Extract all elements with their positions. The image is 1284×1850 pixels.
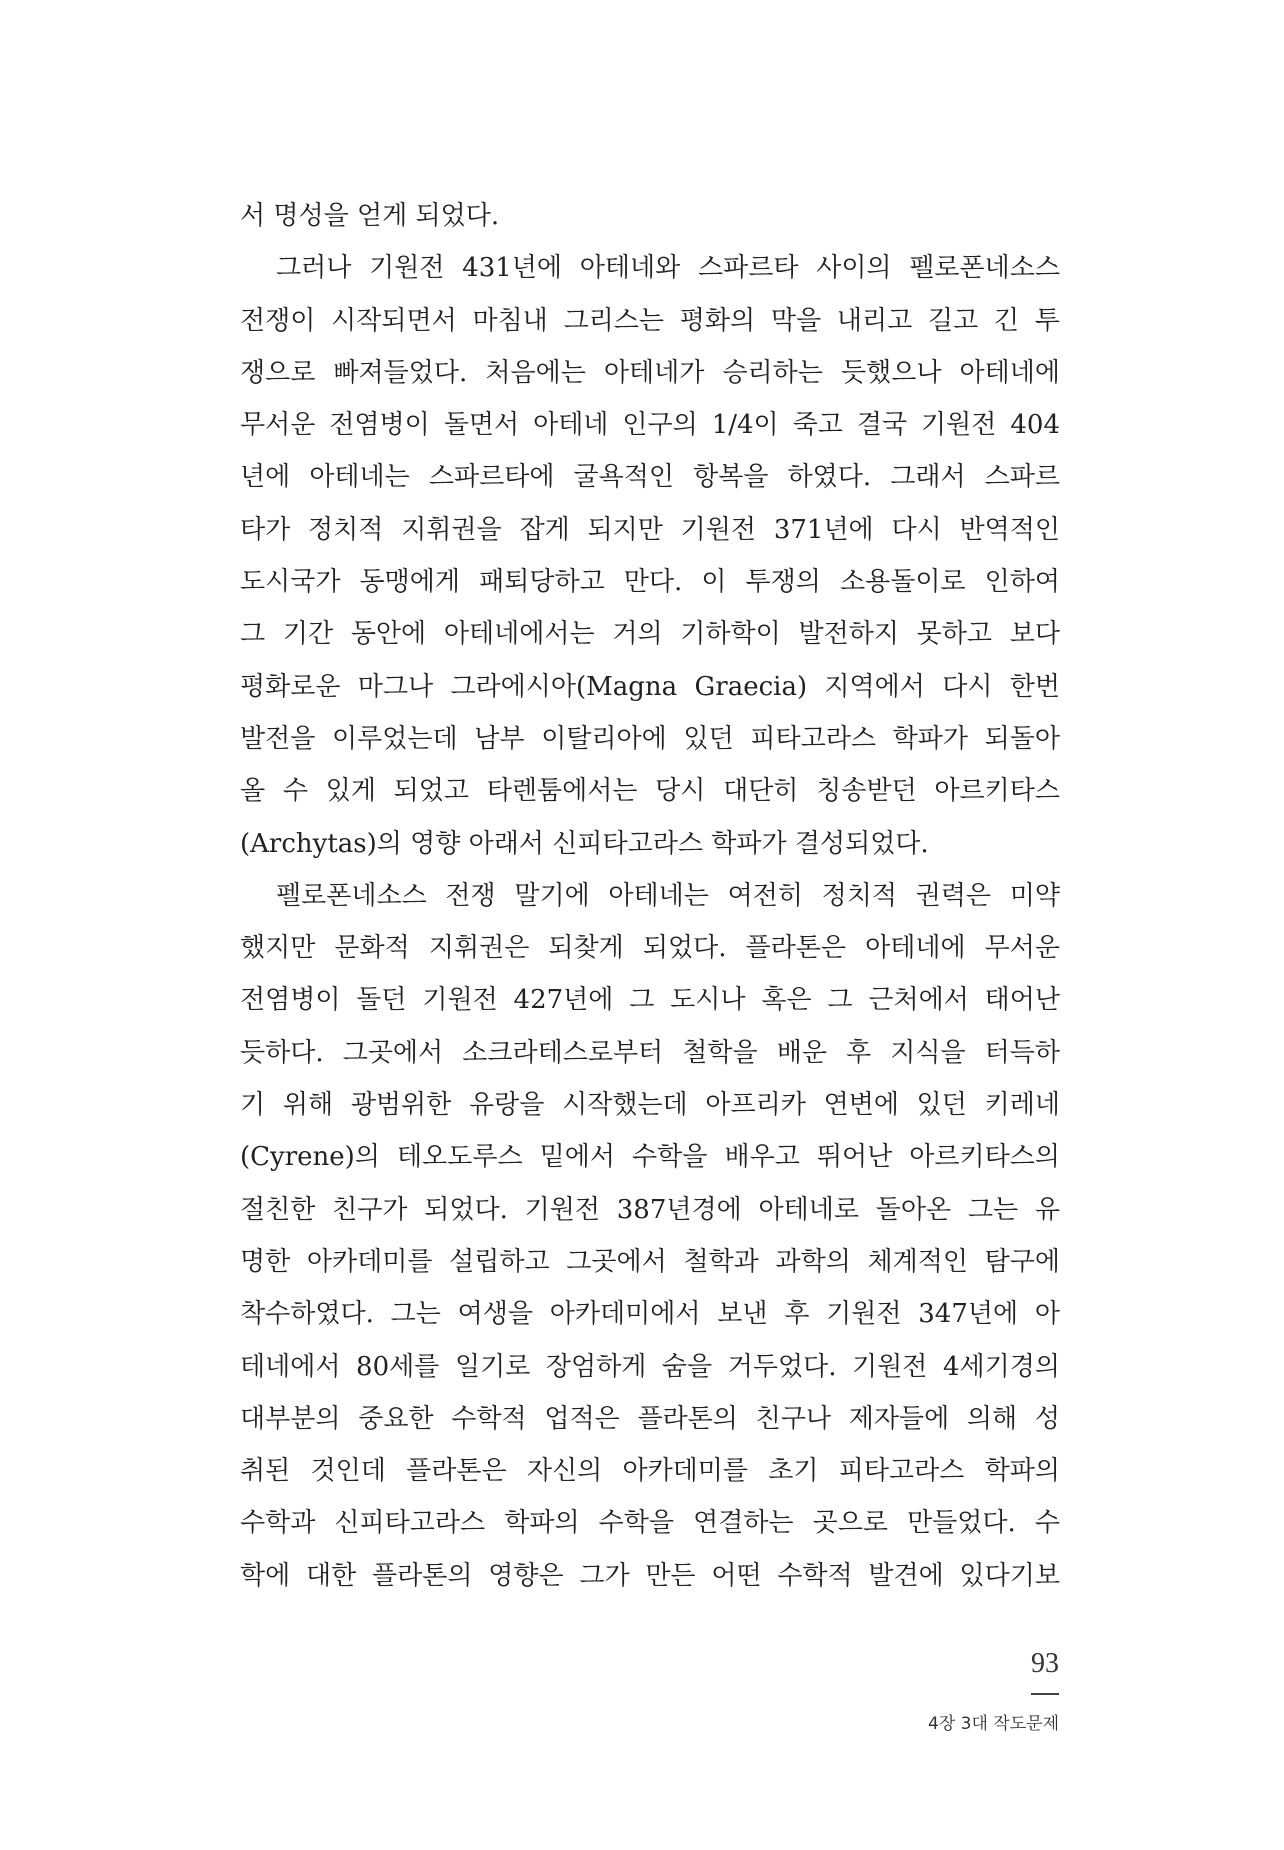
page-number-rule	[1031, 1693, 1059, 1695]
text-line: 타가 정치적 지휘권을 잡게 되지만 기원전 371년에 다시 반역적인	[240, 514, 1060, 545]
text-line: 착수하였다. 그는 여생을 아카데미에서 보낸 후 기원전 347년에 아	[240, 1299, 1060, 1330]
text-line: 도시국가 동맹에게 패퇴당하고 만다. 이 투쟁의 소용돌이로 인하여	[240, 567, 1060, 598]
text-line: 전염병이 돌던 기원전 427년에 그 도시나 혹은 그 근처에서 태어난	[240, 985, 1060, 1016]
text-line: 무서운 전염병이 돌면서 아테네 인구의 1/4이 죽고 결국 기원전 404	[240, 410, 1060, 441]
body-text	[240, 190, 1060, 1602]
text-line: (Cyrene)의 테오도루스 밑에서 수학을 배우고 뛰어난 아르키타스의	[240, 1142, 1060, 1173]
text-line: 학에 대한 플라톤의 영향은 그가 만든 어떤 수학적 발견에 있다기보	[240, 1560, 1060, 1591]
text-line: 테네에서 80세를 일기로 장엄하게 숨을 거두었다. 기원전 4세기경의	[240, 1351, 1060, 1382]
page-number: 93	[1031, 1648, 1059, 1679]
text-line: 평화로운 마그나 그라에시아(Magna Graecia) 지역에서 다시 한번	[240, 671, 1060, 702]
text-line: 년에 아테네는 스파르타에 굴욕적인 항복을 하였다. 그래서 스파르	[240, 462, 1060, 493]
text-line: 그 기간 동안에 아테네에서는 거의 기하학이 발전하지 못하고 보다	[240, 619, 1060, 650]
text-line: 했지만 문화적 지휘권은 되찾게 되었다. 플라톤은 아테네에 무서운	[240, 933, 1060, 964]
text-line: (Archytas)의 영향 아래서 신피타고라스 학파가 결성되었다.	[240, 828, 929, 859]
text-line: 전쟁이 시작되면서 마침내 그리스는 평화의 막을 내리고 길고 긴 투	[240, 305, 1060, 336]
text-line: 그러나 기원전 431년에 아테네와 스파르타 사이의 펠로폰네소스	[276, 253, 1060, 284]
text-line: 올 수 있게 되었고 타렌툼에서는 당시 대단히 칭송받던 아르키타스	[240, 776, 1060, 807]
running-footer: 4장 3대 작도문제	[928, 1714, 1059, 1734]
text-line: 수학과 신피타고라스 학파의 수학을 연결하는 곳으로 만들었다. 수	[240, 1508, 1060, 1539]
text-line: 절친한 친구가 되었다. 기원전 387년경에 아테네로 돌아온 그는 유	[240, 1194, 1060, 1225]
text-line: 서 명성을 얻게 되었다.	[240, 201, 500, 231]
text-line: 펠로폰네소스 전쟁 말기에 아테네는 여전히 정치적 권력은 미약	[276, 880, 1060, 911]
text-line: 대부분의 중요한 수학적 업적은 플라톤의 친구나 제자들에 의해 성	[240, 1403, 1060, 1434]
text-line: 쟁으로 빠져들었다. 처음에는 아테네가 승리하는 듯했으나 아테네에	[240, 357, 1060, 388]
text-line: 듯하다. 그곳에서 소크라테스로부터 철학을 배운 후 지식을 터득하	[240, 1037, 1060, 1068]
text-line: 명한 아카데미를 설립하고 그곳에서 철학과 과학의 체계적인 탐구에	[240, 1246, 1060, 1277]
text-line: 기 위해 광범위한 유랑을 시작했는데 아프리카 연변에 있던 키레네	[240, 1090, 1060, 1121]
text-line: 취된 것인데 플라톤은 자신의 아카데미를 초기 피타고라스 학파의	[240, 1456, 1060, 1487]
text-line: 발전을 이루었는데 남부 이탈리아에 있던 피타고라스 학파가 되돌아	[240, 723, 1060, 754]
